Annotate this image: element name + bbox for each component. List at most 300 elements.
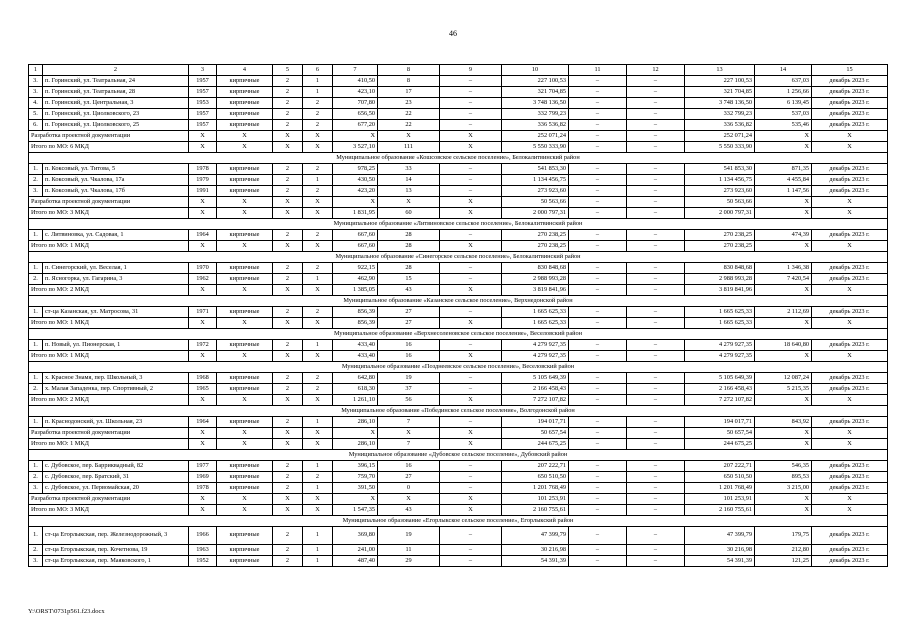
table-cell: с. Дубовское, пер. Барриквадный, 82 — [43, 461, 189, 472]
table-cell: декабрь 2023 г. — [812, 527, 888, 545]
table-cell: 3 527,10 — [333, 142, 378, 153]
table-cell: 2 — [303, 263, 333, 274]
table-cell: 618,30 — [333, 384, 378, 395]
table-cell: X — [440, 505, 502, 516]
table-cell: X — [755, 351, 812, 362]
table-cell: 227 100,53 — [685, 76, 755, 87]
table-cell: 2 — [303, 120, 333, 131]
table-cell: X — [333, 197, 378, 208]
summary-label: Итого по МО: 1 МКД — [29, 439, 189, 450]
table-row — [29, 120, 888, 131]
table-cell: п. Горинский, ул. Циолковского, 25 — [43, 120, 189, 131]
table-cell: X — [812, 494, 888, 505]
table-cell: – — [440, 87, 502, 98]
table-cell: 759,70 — [333, 472, 378, 483]
table-cell: – — [627, 164, 685, 175]
table-cell: X — [273, 285, 303, 296]
column-number: 3 — [189, 65, 217, 76]
table-cell: 1964 — [189, 417, 217, 428]
table-cell: – — [569, 340, 627, 351]
table-cell: 50 563,66 — [685, 197, 755, 208]
table-cell: п. Горинский, ул. Театральная, 24 — [43, 76, 189, 87]
table-cell: 1 346,38 — [755, 263, 812, 274]
table-cell: 23 — [378, 98, 440, 109]
table-cell: X — [440, 131, 502, 142]
table-cell: 4. — [29, 98, 43, 109]
table-cell: – — [440, 76, 502, 87]
table-cell: X — [189, 395, 217, 406]
table-cell: 17 — [378, 87, 440, 98]
summary-label: Итого по МО: 3 МКД — [29, 505, 189, 516]
section-heading: Муниципальное образование «Дубовское сельское поселение», Дубовский район — [29, 450, 888, 461]
table-cell: 1 385,05 — [333, 285, 378, 296]
table-cell: 423,10 — [333, 87, 378, 98]
table-cell: X — [812, 285, 888, 296]
table-cell: декабрь 2023 г. — [812, 230, 888, 241]
table-cell: 244 675,25 — [502, 439, 569, 450]
table-cell: X — [217, 318, 273, 329]
table-cell: X — [189, 428, 217, 439]
table-cell: 5 105 649,39 — [685, 373, 755, 384]
section-heading-row — [29, 450, 888, 461]
table-cell: – — [627, 494, 685, 505]
table-cell: 1 134 456,75 — [685, 175, 755, 186]
table-cell: – — [569, 483, 627, 494]
table-cell: 28 — [378, 263, 440, 274]
section-heading: Муниципальное образование «Кошсовское сельское поселение», Белокалитвинский район — [29, 153, 888, 164]
table-row — [29, 461, 888, 472]
table-cell: X — [303, 439, 333, 450]
table-cell: кирпичные — [217, 373, 273, 384]
table-cell: – — [569, 417, 627, 428]
table-cell: – — [569, 197, 627, 208]
table-cell: 2 — [273, 87, 303, 98]
table-cell: – — [569, 494, 627, 505]
table-cell: X — [217, 142, 273, 153]
summary-label: Разработка проектной документации — [29, 494, 189, 505]
column-number: 13 — [685, 65, 755, 76]
table-cell: декабрь 2023 г. — [812, 384, 888, 395]
table-cell: 3 819 841,96 — [502, 285, 569, 296]
table-cell: X — [440, 208, 502, 219]
table-cell: – — [627, 351, 685, 362]
table-cell: 1. — [29, 307, 43, 318]
table-cell: 6. — [29, 120, 43, 131]
table-cell: X — [812, 318, 888, 329]
table-cell: 28 — [378, 241, 440, 252]
table-cell: 656,50 — [333, 109, 378, 120]
table-cell: 27 — [378, 318, 440, 329]
table-cell: 3 748 136,50 — [685, 98, 755, 109]
table-cell: – — [569, 131, 627, 142]
table-cell: X — [440, 494, 502, 505]
table-cell: – — [627, 208, 685, 219]
table-cell: – — [627, 186, 685, 197]
table-cell: – — [627, 98, 685, 109]
table-cell: кирпичные — [217, 527, 273, 545]
table-cell: декабрь 2023 г. — [812, 76, 888, 87]
table-cell: 1 831,95 — [333, 208, 378, 219]
table-cell: X — [303, 318, 333, 329]
table-cell: – — [440, 527, 502, 545]
table-cell: 830 848,68 — [502, 263, 569, 274]
table-cell: 5. — [29, 109, 43, 120]
table-cell: X — [189, 142, 217, 153]
table-cell: п. Горинский, ул. Циолковского, 23 — [43, 109, 189, 120]
table-cell: 391,50 — [333, 483, 378, 494]
table-cell: 1957 — [189, 87, 217, 98]
table-cell: 47 399,79 — [685, 527, 755, 545]
column-number: 1 — [29, 65, 43, 76]
table-cell: 5 215,35 — [755, 384, 812, 395]
table-cell: декабрь 2023 г. — [812, 472, 888, 483]
table-cell: 241,00 — [333, 545, 378, 556]
table-cell: кирпичные — [217, 164, 273, 175]
table-cell: 1953 — [189, 98, 217, 109]
table-cell: 423,20 — [333, 186, 378, 197]
table-cell: декабрь 2023 г. — [812, 340, 888, 351]
table-cell: 1 665 625,33 — [685, 318, 755, 329]
table-cell: 433,40 — [333, 351, 378, 362]
table-cell: 2 — [273, 98, 303, 109]
table-cell: – — [440, 307, 502, 318]
table-cell: X — [755, 131, 812, 142]
table-cell: X — [303, 395, 333, 406]
table-cell: – — [440, 483, 502, 494]
table-cell: X — [189, 241, 217, 252]
table-cell: – — [569, 76, 627, 87]
table-cell: 2 166 458,43 — [685, 384, 755, 395]
table-cell: – — [627, 439, 685, 450]
table-cell: п. Горинский, ул. Центральная, 3 — [43, 98, 189, 109]
table-cell: 50 657,54 — [502, 428, 569, 439]
table-cell: 22 — [378, 120, 440, 131]
summary-label: Итого по МО: 6 МКД — [29, 142, 189, 153]
table-cell: п. Синегорский, ул. Веселая, 1 — [43, 263, 189, 274]
summary-label: Разработка проектной документации — [29, 428, 189, 439]
table-cell: кирпичные — [217, 556, 273, 567]
table-cell: декабрь 2023 г. — [812, 556, 888, 567]
table-cell: с. Дубовское, пер. Братский, 31 — [43, 472, 189, 483]
table-cell: X — [378, 428, 440, 439]
table-cell: – — [569, 505, 627, 516]
table-cell: декабрь 2023 г. — [812, 545, 888, 556]
table-cell: 410,50 — [333, 76, 378, 87]
table-cell: 194 017,71 — [685, 417, 755, 428]
table-cell: X — [755, 439, 812, 450]
table-cell: 22 — [378, 109, 440, 120]
section-heading: Муниципальное образование «Егорлыкское сельское поселение», Егорлыкский район — [29, 516, 888, 527]
table-cell: – — [440, 373, 502, 384]
table-cell: 2 160 755,61 — [685, 505, 755, 516]
summary-row — [29, 505, 888, 516]
table-cell: X — [217, 197, 273, 208]
table-cell: 2 — [303, 307, 333, 318]
table-row — [29, 175, 888, 186]
table-cell: 2 — [273, 527, 303, 545]
table-cell: – — [569, 274, 627, 285]
table-cell: ст-ца Егорлыкская, пер. Маяковского, 1 — [43, 556, 189, 567]
table-cell: – — [569, 87, 627, 98]
table-cell: – — [569, 439, 627, 450]
table-cell: 1 — [303, 87, 333, 98]
table-cell: 637,03 — [755, 76, 812, 87]
table-cell: X — [812, 142, 888, 153]
table-cell: 1977 — [189, 461, 217, 472]
table-cell: 47 399,79 — [502, 527, 569, 545]
section-heading: Муниципальное образование «Литвиновское сельское поселение», Белокалитвинский район — [29, 219, 888, 230]
table-cell: декабрь 2023 г. — [812, 307, 888, 318]
table-cell: – — [627, 120, 685, 131]
table-cell: 270 238,25 — [502, 230, 569, 241]
table-cell: 1. — [29, 527, 43, 545]
summary-row — [29, 241, 888, 252]
table-cell: 19 — [378, 527, 440, 545]
table-cell: декабрь 2023 г. — [812, 274, 888, 285]
table-cell: – — [627, 263, 685, 274]
table-cell: 1 256,66 — [755, 87, 812, 98]
table-cell: 895,53 — [755, 472, 812, 483]
table-row — [29, 384, 888, 395]
table-cell: с. Дубовское, ул. Первомайская, 20 — [43, 483, 189, 494]
table-cell: ст-ца Егорлыкская, пер. Кочетнова, 19 — [43, 545, 189, 556]
table-cell: кирпичные — [217, 483, 273, 494]
table-row — [29, 307, 888, 318]
table-cell: X — [812, 208, 888, 219]
table-cell: X — [440, 351, 502, 362]
table-cell: 7 — [378, 439, 440, 450]
table-cell: 541 853,30 — [685, 164, 755, 175]
table-cell: 2 — [273, 263, 303, 274]
table-cell: – — [569, 109, 627, 120]
table-cell: X — [273, 142, 303, 153]
table-cell: 2 000 797,31 — [685, 208, 755, 219]
table-cell: X — [755, 142, 812, 153]
table-cell: – — [627, 527, 685, 545]
table-cell: – — [569, 373, 627, 384]
table-cell: X — [303, 131, 333, 142]
table-cell: – — [440, 109, 502, 120]
table-cell: кирпичные — [217, 76, 273, 87]
table-cell: X — [440, 395, 502, 406]
summary-row — [29, 439, 888, 450]
table-cell: 1978 — [189, 483, 217, 494]
summary-label: Итого по МО: 1 МКД — [29, 351, 189, 362]
table-cell: – — [627, 109, 685, 120]
table-cell: 1 — [303, 340, 333, 351]
table-cell: – — [627, 87, 685, 98]
table-cell: X — [755, 241, 812, 252]
column-number: 5 — [273, 65, 303, 76]
table-cell: 12 087,24 — [755, 373, 812, 384]
column-number: 11 — [569, 65, 627, 76]
table-cell: 4 279 927,35 — [502, 351, 569, 362]
table-cell: X — [812, 197, 888, 208]
table-cell: кирпичные — [217, 263, 273, 274]
table-row — [29, 274, 888, 285]
table-cell: 430,50 — [333, 175, 378, 186]
table-cell: – — [440, 545, 502, 556]
table-cell: X — [812, 505, 888, 516]
document-path-footer: Y:\ORST\0731p561.f23.docx — [28, 608, 105, 615]
table-cell: 18 640,80 — [755, 340, 812, 351]
table-cell: – — [569, 461, 627, 472]
table-cell: 642,80 — [333, 373, 378, 384]
table-cell: 244 675,25 — [685, 439, 755, 450]
table-cell: – — [440, 263, 502, 274]
table-cell: – — [627, 197, 685, 208]
table-row — [29, 164, 888, 175]
table-cell: 2 — [273, 340, 303, 351]
table-cell: X — [378, 494, 440, 505]
table-cell: – — [627, 241, 685, 252]
table-cell: X — [303, 142, 333, 153]
table-cell: 121,25 — [755, 556, 812, 567]
table-cell: 1. — [29, 373, 43, 384]
table-cell: 3. — [29, 186, 43, 197]
table-cell: X — [273, 351, 303, 362]
table-cell: 707,80 — [333, 98, 378, 109]
table-cell: 2 — [273, 175, 303, 186]
table-row — [29, 186, 888, 197]
table-cell: X — [440, 428, 502, 439]
table-cell: кирпичные — [217, 120, 273, 131]
table-cell: кирпичные — [217, 109, 273, 120]
table-cell: 1952 — [189, 556, 217, 567]
table-cell: X — [273, 208, 303, 219]
table-cell: 922,15 — [333, 263, 378, 274]
table-cell: 1978 — [189, 164, 217, 175]
table-cell: X — [273, 505, 303, 516]
table-cell: 28 — [378, 230, 440, 241]
section-heading-row — [29, 153, 888, 164]
table-cell: X — [189, 285, 217, 296]
summary-row — [29, 428, 888, 439]
table-cell: X — [217, 494, 273, 505]
table-cell: X — [378, 131, 440, 142]
table-cell: 2 — [273, 483, 303, 494]
table-cell: 3 215,00 — [755, 483, 812, 494]
table-cell: 4 279 927,35 — [685, 351, 755, 362]
table-cell: 1957 — [189, 120, 217, 131]
table-row — [29, 417, 888, 428]
table-row — [29, 87, 888, 98]
column-number: 15 — [812, 65, 888, 76]
table-cell: 286,10 — [333, 417, 378, 428]
table-cell: 29 — [378, 556, 440, 567]
table-cell: 650 510,50 — [502, 472, 569, 483]
table-cell: декабрь 2023 г. — [812, 175, 888, 186]
table-cell: – — [627, 76, 685, 87]
table-cell: X — [217, 439, 273, 450]
table-cell: 1963 — [189, 545, 217, 556]
table-cell: 194 017,71 — [502, 417, 569, 428]
table-cell: X — [217, 131, 273, 142]
section-heading: Муниципальное образование «Казанское сельское поселение», Верхнедонской район — [29, 296, 888, 307]
table-cell: 5 105 649,39 — [502, 373, 569, 384]
table-cell: 396,15 — [333, 461, 378, 472]
table-cell: 270 238,25 — [685, 241, 755, 252]
table-cell: 541 853,30 — [502, 164, 569, 175]
summary-row — [29, 285, 888, 296]
table-cell: 1 665 625,33 — [502, 318, 569, 329]
table-cell: – — [569, 120, 627, 131]
table-cell: ст-ца Егорлыкская, пер. Железнодорожный, 3 — [43, 527, 189, 545]
table-cell: 1 665 625,33 — [502, 307, 569, 318]
table-cell: 30 216,98 — [502, 545, 569, 556]
table-cell: 2 — [273, 307, 303, 318]
table-cell: 14 — [378, 175, 440, 186]
table-cell: 60 — [378, 208, 440, 219]
section-heading-row — [29, 219, 888, 230]
table-row — [29, 545, 888, 556]
table-cell: – — [569, 395, 627, 406]
table-cell: 7 — [378, 417, 440, 428]
table-cell: 667,60 — [333, 241, 378, 252]
table-cell: 1965 — [189, 384, 217, 395]
table-cell: 3. — [29, 87, 43, 98]
table-cell: – — [627, 545, 685, 556]
table-cell: 2 — [273, 120, 303, 131]
table-cell: – — [440, 417, 502, 428]
table-cell: 252 071,24 — [685, 131, 755, 142]
table-cell: 16 — [378, 351, 440, 362]
table-cell: декабрь 2023 г. — [812, 120, 888, 131]
summary-label: Итого по МО: 3 МКД — [29, 208, 189, 219]
table-cell: 1 261,10 — [333, 395, 378, 406]
table-cell: – — [569, 175, 627, 186]
table-cell: 1. — [29, 340, 43, 351]
table-cell: 650 510,50 — [685, 472, 755, 483]
table-cell: х. Малая Западенка, пер. Спортивный, 2 — [43, 384, 189, 395]
table-cell: 332 799,23 — [685, 109, 755, 120]
table-cell: X — [189, 208, 217, 219]
column-number: 4 — [217, 65, 273, 76]
table-cell: 4 279 927,35 — [502, 340, 569, 351]
table-cell: – — [440, 98, 502, 109]
table-cell: – — [440, 186, 502, 197]
table-cell: 2 — [303, 373, 333, 384]
table-cell: 1. — [29, 417, 43, 428]
table-cell: 27 — [378, 472, 440, 483]
table-cell: 3. — [29, 556, 43, 567]
table-cell: 1979 — [189, 175, 217, 186]
table-cell: – — [440, 340, 502, 351]
table-cell: 1964 — [189, 230, 217, 241]
table-cell: 667,60 — [333, 230, 378, 241]
table-cell: X — [273, 241, 303, 252]
table-cell: X — [303, 505, 333, 516]
summary-row — [29, 208, 888, 219]
table-cell: кирпичные — [217, 461, 273, 472]
section-heading: Муниципальное образование «Верхнесоленовское сельское поселение», Веселовский район — [29, 329, 888, 340]
table-cell: – — [569, 164, 627, 175]
table-cell: 1966 — [189, 527, 217, 545]
table-cell: 487,40 — [333, 556, 378, 567]
table-cell: 2 160 755,61 — [502, 505, 569, 516]
table-cell: 3 819 841,96 — [685, 285, 755, 296]
table-cell: X — [273, 395, 303, 406]
table-cell: 27 — [378, 307, 440, 318]
table-cell: 273 923,60 — [685, 186, 755, 197]
summary-label: Итого по МО: 1 МКД — [29, 318, 189, 329]
table-cell: X — [440, 241, 502, 252]
table-cell: X — [303, 351, 333, 362]
table-cell: – — [627, 318, 685, 329]
table-cell: – — [569, 263, 627, 274]
table-cell: 2 — [273, 556, 303, 567]
table-cell: – — [627, 142, 685, 153]
